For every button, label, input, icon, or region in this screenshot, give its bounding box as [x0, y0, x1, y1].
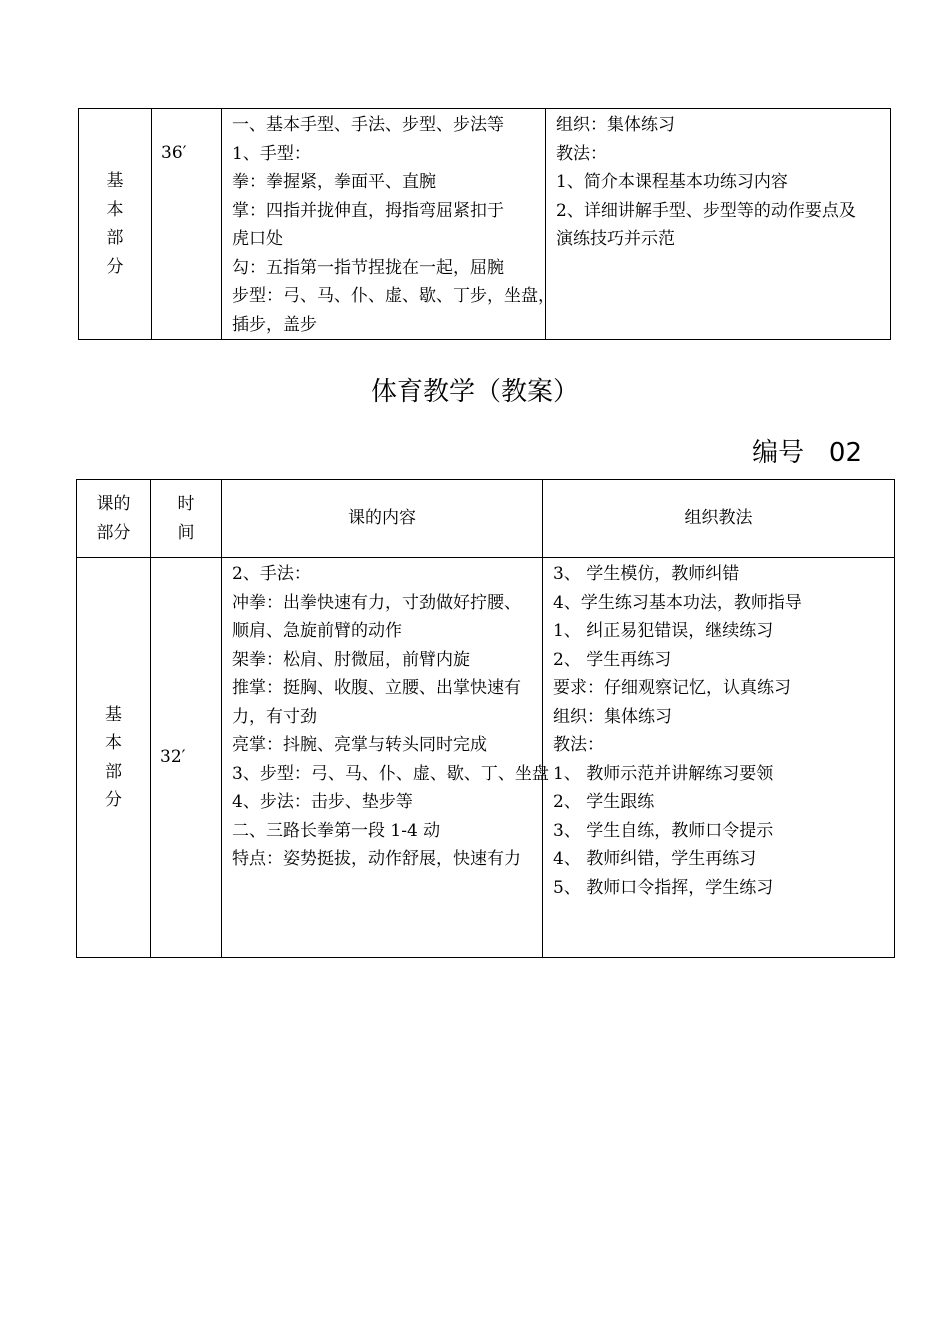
content-line: 架拳：松肩、肘微屈，前臂内旋: [232, 649, 470, 670]
header-time-line: 时: [177, 494, 195, 514]
content-line: 掌：四指并拢伸直，拇指弯屈紧扣于: [232, 200, 504, 221]
content-line: 亮掌：抖腕、亮掌与转头同时完成: [232, 735, 487, 755]
content-line: 3、步型：弓、马、仆、虚、歇、丁、坐盘: [232, 763, 549, 784]
part-char: 部: [105, 761, 122, 782]
part-char: 本: [106, 199, 124, 220]
method-line: 教法：: [553, 735, 604, 755]
method-line: 演练技巧并示范: [556, 229, 675, 249]
time-cell: [151, 558, 222, 958]
content-line: 拳：拳握紧，拳面平、直腕: [232, 172, 436, 192]
content-line: 二、三路长拳第一段 1-4 动: [232, 820, 441, 841]
header-time: [151, 480, 222, 558]
header-part-line: 部分: [96, 522, 131, 543]
method-line: 3、 学生自练，教师口令提示: [553, 820, 774, 841]
number-value: 02: [828, 438, 862, 468]
content-line: 1、手型：: [232, 143, 311, 164]
content-line: 步型：弓、马、仆、虚、歇、丁步，坐盘，: [232, 286, 555, 306]
content-line: 一、基本手型、手法、步型、步法等: [232, 115, 504, 135]
lesson-number: [752, 433, 862, 473]
method-line: 教法：: [556, 143, 607, 164]
method-line: 2、 学生再练习: [553, 649, 672, 670]
time-value: 32′: [160, 747, 186, 768]
time-value: 36′: [161, 143, 187, 163]
part-char: 部: [106, 228, 124, 248]
part-cell: [79, 109, 152, 340]
method-cell: [546, 109, 891, 340]
part-char: 本: [105, 733, 122, 753]
method-cell: [543, 558, 895, 958]
method-line: 1、 教师示范并讲解练习要领: [553, 763, 774, 784]
content-cell: [222, 558, 549, 958]
number-label: 编号: [752, 438, 805, 468]
method-line: 4、学生练习基本功法，教师指导: [553, 592, 802, 613]
method-line: 1、 纠正易犯错误，继续练习: [553, 621, 774, 641]
method-line: 1、简介本课程基本功练习内容: [556, 172, 788, 192]
header-content: 课的内容: [222, 480, 543, 558]
content-line: 4、步法：击步、垫步等: [232, 792, 413, 812]
content-line: 冲拳：出拳快速有力，寸劲做好拧腰、: [232, 592, 521, 613]
time-cell: [152, 109, 222, 340]
method-line: 要求：仔细观察记忆，认真练习: [553, 678, 791, 698]
method-line: 组织：集体练习: [556, 115, 675, 135]
content-line: 特点：姿势挺拔，动作舒展，快速有力: [232, 849, 521, 869]
content-line: 虎口处: [232, 229, 283, 249]
content-line: 力，有寸劲: [232, 706, 317, 727]
method-line: 2、 学生跟练: [553, 792, 655, 812]
part-char: 分: [105, 790, 122, 810]
part-char: 分: [106, 256, 124, 277]
page-title: 体育教学（教案）: [370, 377, 579, 407]
part-char: 基: [105, 704, 122, 725]
method-line: 5、 教师口令指挥，学生练习: [553, 877, 774, 898]
lesson-table-2: [76, 479, 895, 958]
part-char: 基: [106, 171, 124, 191]
content-line: 插步，盖步: [232, 314, 317, 335]
content-line: 2、手法：: [232, 564, 311, 584]
method-line: 3、 学生模仿，教师纠错: [553, 564, 740, 584]
header-time-line: 间: [177, 522, 195, 543]
method-line: 2、详细讲解手型、步型等的动作要点及: [556, 200, 856, 221]
part-cell: [77, 558, 151, 958]
content-line: 勾：五指第一指节捏拢在一起，屈腕: [232, 257, 504, 278]
content-line: 推掌：挺胸、收腹、立腰、出掌快速有: [232, 678, 521, 698]
header-method: 组织教法: [543, 480, 895, 558]
content-line: 顺肩、急旋前臂的动作: [232, 621, 402, 641]
header-part: [77, 480, 151, 558]
content-cell: [222, 109, 555, 340]
lesson-table-1: [78, 108, 891, 340]
header-part-line: 课的: [96, 494, 131, 514]
method-line: 组织：集体练习: [553, 706, 672, 727]
method-line: 4、 教师纠错，学生再练习: [553, 849, 757, 869]
